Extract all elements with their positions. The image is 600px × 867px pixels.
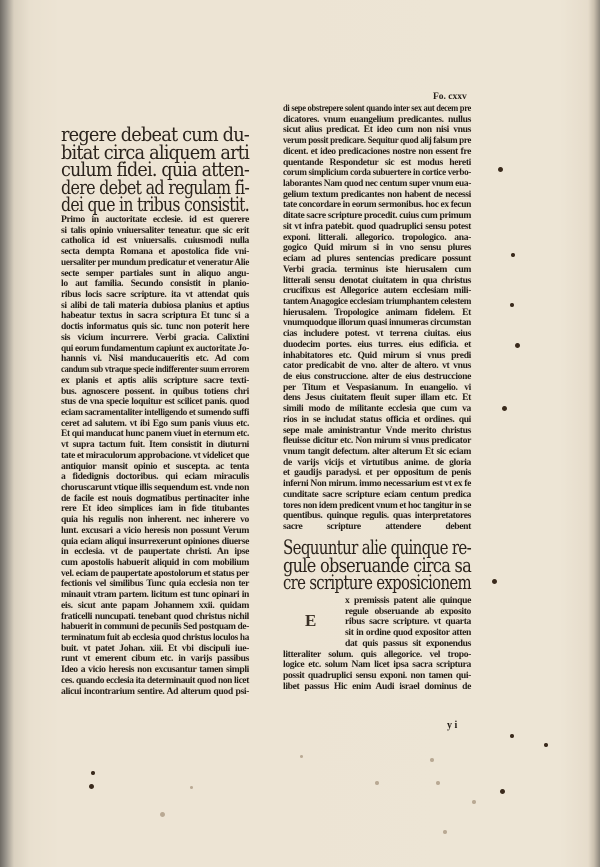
- text-line: libet passus Hic enim Audi israel dominus de: [283, 680, 471, 692]
- initial-letter: E: [305, 611, 317, 630]
- ink-spot: [511, 253, 515, 257]
- text-line: sis vicium incurrere. Verbi gracia. Calixtini: [61, 331, 249, 343]
- text-line: ribus sacre scripture. vt quarta: [345, 616, 471, 628]
- text-line: dat quis passus sit exponendus: [345, 637, 471, 649]
- text-line: gelium textum predicantes non habent de necessi: [283, 188, 471, 200]
- text-line: uersaliter per mundum predicatur et veneratur Alie: [61, 256, 249, 268]
- text-line: vel. eciam de paupertate apostolorum et status per: [61, 567, 249, 579]
- left-heading: [61, 122, 249, 216]
- text-line: choruscarunt vtique illis sequendum est. vnde non: [61, 481, 249, 493]
- text-line: catholica id est vniuersalis. cuiusmodi nulla: [61, 235, 249, 247]
- text-line: si alibi de tali materia dubiosa planius et aptius: [61, 299, 249, 311]
- text-line: vnum tangit defectum. alter alterum Et sic eciam: [283, 446, 471, 457]
- text-line: di sepe obstrepere solent quando inter sex aut decem pre: [283, 103, 471, 114]
- text-line: per Titum et Vespasianum. In euangelio. vi: [283, 381, 471, 393]
- text-line: si talis opinio vniuersaliter teneatur. que sic erit: [61, 224, 249, 236]
- text-line: doctis informatus quis sic. tunc non poterit here: [61, 321, 249, 333]
- text-line: logice etc. solum Nam licet ipsa sacra scriptura: [283, 659, 471, 671]
- ink-spot: [515, 343, 520, 348]
- text-line: tores non idem predicent vnum et hoc tangitur in se: [283, 499, 471, 511]
- text-line: sepe male aministrantur Vnde merito christus: [283, 424, 471, 436]
- heading-line: cre scripture exposicionem: [283, 570, 471, 594]
- text-line: eciam ad plures sentencias predicare possunt: [283, 253, 471, 265]
- text-line: habuerit in communi de pecuniis Sed postquam de-: [61, 621, 249, 633]
- text-line: lo aut familia. Secundo consistit in planio-: [61, 278, 249, 290]
- text-line: qui eorum fundamentum capiunt ex auctoritate Jo-: [61, 342, 249, 354]
- text-line: cunditate sacre scripture eciam centum predica: [283, 488, 471, 500]
- final-text: [283, 650, 471, 693]
- text-line: tantem Anagogice ecclesiam triumphantem celestem: [283, 295, 471, 307]
- text-line: litterali sensu denotat ciuitatem in qua christus: [283, 274, 471, 286]
- ink-spot: [436, 781, 440, 785]
- signature-mark: y i: [447, 720, 458, 731]
- text-line: cator predicabit de vno. alter de altero. vt vnus: [283, 360, 471, 372]
- text-line: corum simplicium corda subuertere in cortice verbo-: [283, 167, 471, 179]
- heading-line: dei que in tribus consistit.: [61, 192, 249, 216]
- text-line: hierusalem. Tropologice animam fidelem. Et: [283, 306, 471, 318]
- text-line: lunt. excusari a vicio heresis non possunt Verum: [61, 524, 249, 536]
- text-line: duodecim portes. eius turres. eius edificia. et: [283, 338, 471, 350]
- text-line: crucifixus est Allegorice autem ecclesiam mili-: [283, 285, 471, 297]
- text-line: habeatur textus in sacra scriptura Et tunc si a: [61, 310, 249, 322]
- text-line: buit. vt patet Johan. xiii. Et vbi discipuli iue-: [61, 642, 249, 654]
- text-line: eis. sicut ante papam Johannem xxii. quidam: [61, 599, 249, 611]
- text-line: bus. agnoscere possent. in quibus totiens chri: [61, 385, 249, 397]
- text-line: litteraliter solum. quis allegorice. vel tropo-: [283, 648, 471, 660]
- text-line: Ideo a vicio heresis non excusantur tamen simpli: [61, 664, 249, 676]
- ink-spot: [500, 789, 505, 794]
- ink-spot: [544, 743, 548, 747]
- text-line: Verbi gracia. terminus iste hierusalem cum: [283, 263, 471, 275]
- text-line: sacre scripture attendere debent: [283, 521, 471, 533]
- heading-line: bitat circa aliquem arti: [61, 139, 249, 164]
- text-line: tate concordare in eorum sermonibus. hoc ex fecun: [283, 199, 471, 211]
- text-line: et gaudijs paradysi. et per oppositum de penis: [283, 467, 471, 479]
- text-line: sicut alius predicat. Et ideo cum non nisi vnus: [283, 124, 471, 136]
- text-line: cias includere potest. vt terrena ciuitas. eius: [283, 328, 471, 340]
- text-line: simili modo de militante ecclesia que cum va: [283, 403, 471, 415]
- text-line: rios in se includat status officia et ordines. qui: [283, 413, 471, 425]
- text-line: de varijs vicijs et virtutibus anime. de gloria: [283, 456, 471, 468]
- ink-spot: [300, 755, 303, 758]
- ink-spot: [502, 406, 507, 411]
- heading-line: Sequuntur alie quinque re-: [283, 535, 471, 559]
- text-line: Primo in auctoritate ecclesie. id est querere: [61, 214, 249, 225]
- text-line: ceret ad salutem. vt ibi Ego sum panis viuus etc.: [61, 417, 249, 429]
- text-line: de eius construccione. alter de eius destruccione: [283, 370, 471, 382]
- text-line: inferni Non mirum. immo necessarium est vt ex fe: [283, 478, 471, 490]
- text-line: verum possit predicare. Sequitur quod alij falsum pre: [283, 135, 471, 147]
- text-line: inhabitatores etc. Quid mirum si vnus predi: [283, 349, 471, 361]
- heading-line: regere debeat cum du-: [61, 122, 249, 146]
- text-line: regule obseruande ab exposito: [345, 605, 471, 617]
- text-line: vnumquodque illorum quasi innumeras circumstan: [283, 317, 471, 329]
- text-line: tate et miraculorum approbacione. vt videlicet que: [61, 449, 249, 461]
- text-line: ribus locis sacre scripture. ita vt attendat quis: [61, 289, 249, 301]
- folio-number: Fo. cxxv: [433, 92, 467, 102]
- text-line: terminatum fuit ab ecclesia quod christus loculos ha: [61, 632, 249, 644]
- text-line: x premissis patent alie quinque: [345, 595, 471, 606]
- text-line: vt supra tactum fuit. Item consistit in diuturni: [61, 439, 249, 451]
- text-line: quentibus. quinque regulis. quas interpretatores: [283, 510, 471, 522]
- text-line: quentande Respondetur sic est modus hereti: [283, 156, 471, 168]
- ink-spot: [430, 758, 434, 762]
- ink-spot: [492, 579, 497, 584]
- text-line: dens Jesus ciuitatem fleuit super illam etc. Et: [283, 392, 471, 404]
- text-line: a fidedignis doctoribus. qui eciam miraculis: [61, 471, 249, 483]
- text-line: de facile est nouis dogmatibus pertinaciter inhe: [61, 492, 249, 504]
- ink-spot: [510, 734, 514, 738]
- text-line: candum sub vtraque specie indifferenter suum errorem: [61, 364, 249, 376]
- text-line: gogico Quid mirum si in vno sensu plures: [283, 242, 471, 254]
- text-line: sit in ordine quod expositor atten: [345, 627, 471, 639]
- ink-spot: [190, 786, 193, 789]
- text-line: fectionis vel similibus Tunc quia ecclesia non ter: [61, 578, 249, 590]
- text-line: stus de vna specie loquitur est scilicet panis. quod: [61, 396, 249, 408]
- text-line: laborantes Nam quod nec centum super vnum eua-: [283, 178, 471, 190]
- text-line: fraticelli nuncupati. tenebant quod christus nichil: [61, 610, 249, 622]
- heading-line: gule obseruande circa sa: [283, 552, 471, 577]
- text-line: in ecclesia. vt de paupertate christi. An ipse: [61, 546, 249, 558]
- left-body-text: [61, 215, 249, 697]
- text-line: exponi. litterali. allegorico. tropologico. ana-: [283, 231, 471, 243]
- heading-line: dere debet ad regulam fi-: [61, 174, 249, 199]
- ink-spot: [498, 167, 503, 172]
- text-line: minauit vtram partem. licitum est tunc opinari in: [61, 589, 249, 601]
- ink-spot: [472, 800, 476, 804]
- text-line: eciam sacramentaliter intelligendo et sumendo suffi: [61, 406, 249, 418]
- text-line: fleuisse dicitur etc. Non mirum si vnus predicator: [283, 435, 471, 447]
- text-line: rere Et ideo simplices iam in fide titubantes: [61, 503, 249, 515]
- text-line: ces. quando ecclesia ita determinauit quod non licet: [61, 674, 249, 686]
- text-line: runt vt emerent cibum etc. in varijs passibus: [61, 653, 249, 665]
- text-line: possit quadruplici sensu exponi. non tamen qui-: [283, 670, 471, 682]
- text-line: alicui incontrarium sentire. Ad alterum quod psi-: [61, 685, 249, 697]
- ink-spot: [510, 303, 514, 307]
- text-line: hannis vi. Nisi manducaueritis etc. Ad com: [61, 353, 249, 365]
- heading-line: culum fidei. quia atten-: [61, 157, 249, 181]
- ink-spot: [89, 784, 94, 789]
- indented-text: [345, 596, 471, 650]
- text-line: sit vt infra patebit. quod quadruplici sensu potest: [283, 220, 471, 232]
- text-line: Et qui manducat hunc panem viuet in eternum etc.: [61, 428, 249, 440]
- right-body-text: [283, 104, 471, 533]
- ink-spot: [160, 812, 165, 817]
- text-line: dicatores. vnum euangelium predicantes. nullus: [283, 113, 471, 125]
- text-line: ditate sacre scripture procedit. cuius cum primum: [283, 210, 471, 222]
- text-line: cum apostolis habuerit aliquid in com mobilium: [61, 557, 249, 568]
- text-line: dicent. et ideo predicaciones nostre non essent fre: [283, 145, 471, 157]
- text-line: antiquior mansit opinio et suscepta. ac tenta: [61, 460, 249, 472]
- text-line: quia eciam aliqui insurrexerunt opiniones diuerse: [61, 535, 249, 547]
- ink-spot: [91, 771, 95, 775]
- text-line: secta dempta Romana et apostolica fide vni-: [61, 246, 249, 258]
- text-line: ex planis et aptis aliis scripture sacre texti-: [61, 374, 249, 386]
- text-line: quia his regulis non inherent. nec inherere vo: [61, 514, 249, 526]
- ink-spot: [375, 781, 379, 785]
- text-line: secte semper partiales sunt in aliquo angu-: [61, 267, 249, 279]
- section-heading: [283, 535, 471, 594]
- ink-spot: [443, 830, 447, 834]
